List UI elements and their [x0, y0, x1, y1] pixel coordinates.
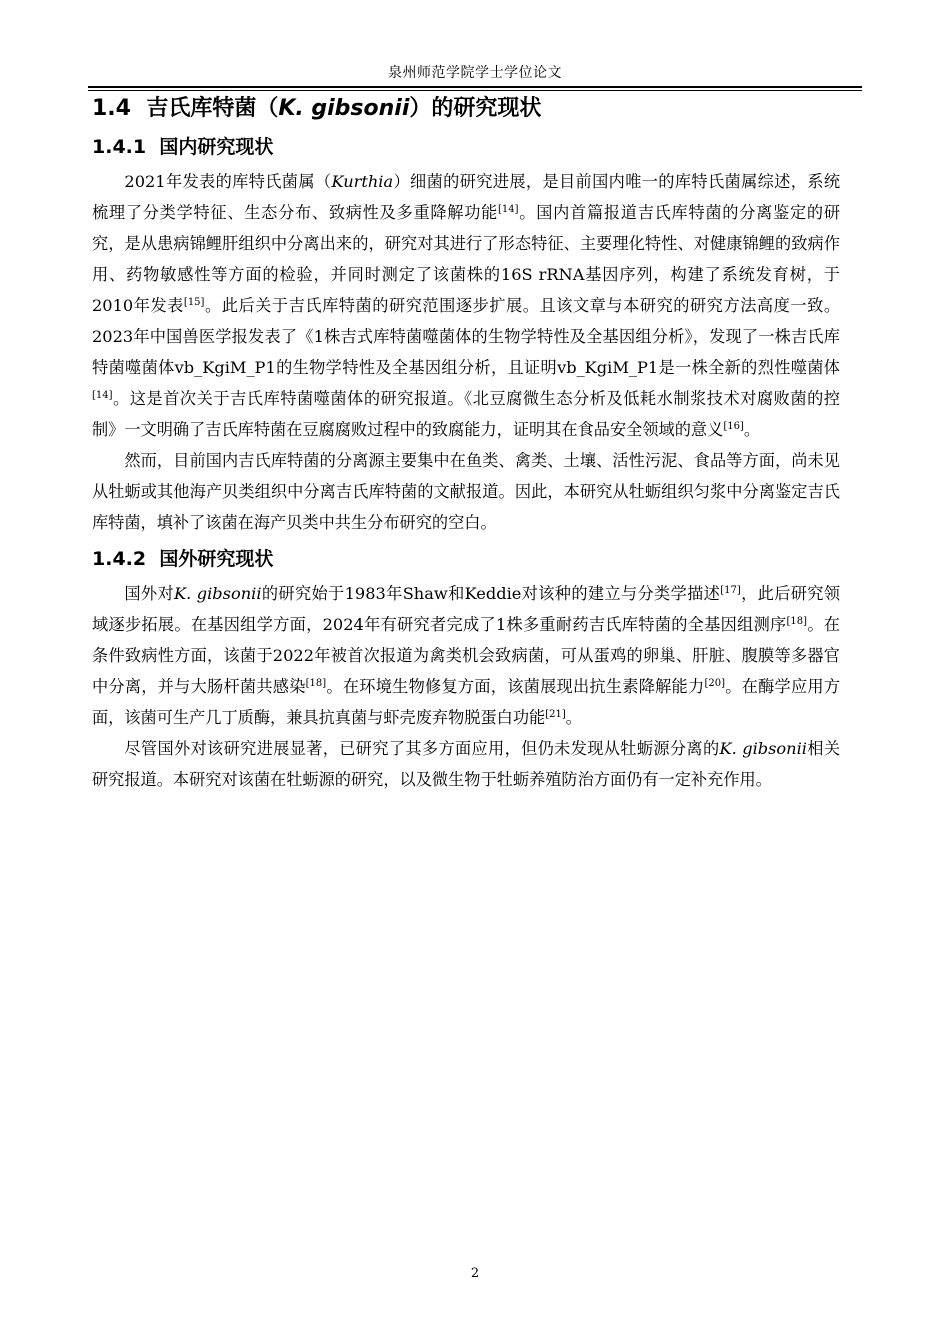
citation: [17] [720, 585, 741, 596]
running-header: 泉州师范学院学士学位论文 [388, 65, 562, 81]
text-run: 的研究始于1983年Shaw和Keddie对该种的建立与分类学描述 [261, 584, 721, 603]
citation: [15] [183, 297, 205, 308]
species-name: K. gibsonii [174, 584, 262, 603]
text-run: 。 [565, 708, 582, 727]
paragraph-domestic-2: 然而，目前国内吉氏库特菌的分离源主要集中在鱼类、禽类、土壤、活性污泥、食品等方面，尚未见从牡蛎或其他海产贝类组织中分离吉氏库特菌的文献报道。因此，本研究从牡蛎组织匀浆中分离鉴定吉氏库特菌，填补了该菌在海产贝类中共生分布研究的空白。 [92, 451, 840, 532]
page-number: 2 [470, 1266, 480, 1281]
section-number: 1.4 [92, 96, 131, 121]
section-title-prefix: 吉氏库特菌（ [146, 96, 279, 121]
subsection-title: 国外研究现状 [159, 548, 274, 570]
text-run: 2021年发表的库特氏菌属（ [124, 172, 332, 191]
text-run: 尽管国外对该研究进展显著，已研究了其多方面应用，但仍未发现从牡蛎源分离的 [124, 739, 720, 758]
text-run: 。国内首篇报道吉氏库特菌的分离鉴定的研究，是从患病锦鲤肝组织中分离出来的，研究对其进行了形态特征、主要理化特性、对健康锦鲤的致病作用、药物敏感性等方面的检验，并同时测定了该菌株的16S rRNA基因序列，构建了系统发育树，于2010年发表 [92, 203, 841, 315]
text-run: 国外对 [124, 584, 175, 603]
text-run: 相关研究报道。本研究对该菌在牡蛎源的研究，以及微生物于牡蛎养殖防治方面仍有一定补充作用。 [92, 739, 841, 789]
text-run: 。在条件致病性方面，该菌于2022年被首次报道为禽类机会致病菌，可从蛋鸡的卵巢、肝脏、腹膜等多器官中分离，并与大肠杆菌共感染 [92, 615, 840, 696]
header-rule-thick [88, 86, 862, 88]
text-run: ）细菌的研究进展，是目前国内唯一的库特氏菌属综述，系统梳理了分类学特征、生态分布、致病性及多重降解功能 [92, 172, 841, 222]
paragraph-foreign-2 [92, 733, 840, 795]
section-title-species: K. gibsonii [278, 96, 410, 121]
text-run: 。此后关于吉氏库特菌的研究范围逐步扩展。且该文章与本研究的研究方法高度一致。2023年中国兽医学报发表了《1株吉式库特菌噬菌体的生物学特性及全基因组分析》，发现了一株吉氏库特菌噬菌体vb_KgiM_P1的生物学特性及全基因组分析，且证明vb_KgiM_P1是一株全新的烈性噬菌体 [92, 296, 841, 377]
page-content [92, 92, 840, 795]
subsection-number: 1.4.1 [92, 136, 147, 158]
paragraph-foreign-1 [92, 578, 840, 733]
citation: [16] [723, 421, 744, 432]
species-name: K. gibsonii [719, 739, 807, 758]
header-rule-thin [88, 90, 862, 91]
paragraph-domestic-1 [92, 166, 840, 445]
text-run: 。这是首次关于吉氏库特菌噬菌体的研究报道。《北豆腐微生态分析及低耗水制浆技术对腐败菌的控制》一文明确了吉氏库特菌在豆腐腐败过程中的致腐能力，证明其在食品安全领域的意义 [92, 389, 840, 439]
citation: [21] [545, 709, 566, 720]
text-run: ，此后研究领域逐步拓展。在基因组学方面，2024年有研究者完成了1株多重耐药吉氏库特菌的全基因组测序 [92, 584, 841, 634]
genus-name: Kurthia [331, 172, 394, 191]
section-heading [92, 92, 840, 130]
text-run: 。在酶学应用方面，该菌可生产几丁质酶，兼具抗真菌与虾壳废弃物脱蛋白功能 [92, 677, 841, 727]
subsection-number: 1.4.2 [92, 548, 147, 570]
citation: [14] [92, 390, 113, 401]
section-title-suffix: ）的研究现状 [409, 96, 542, 121]
citation: [18] [786, 616, 808, 627]
text-run: 。在环境生物修复方面，该菌展现出抗生素降解能力 [326, 677, 705, 696]
citation: [20] [704, 678, 725, 689]
citation: [14] [498, 204, 519, 215]
subsection-heading-foreign [92, 542, 840, 578]
text-run: 。 [743, 420, 761, 439]
subsection-heading-domestic [92, 130, 840, 166]
subsection-title: 国内研究现状 [159, 136, 274, 158]
citation: [18] [305, 678, 327, 689]
